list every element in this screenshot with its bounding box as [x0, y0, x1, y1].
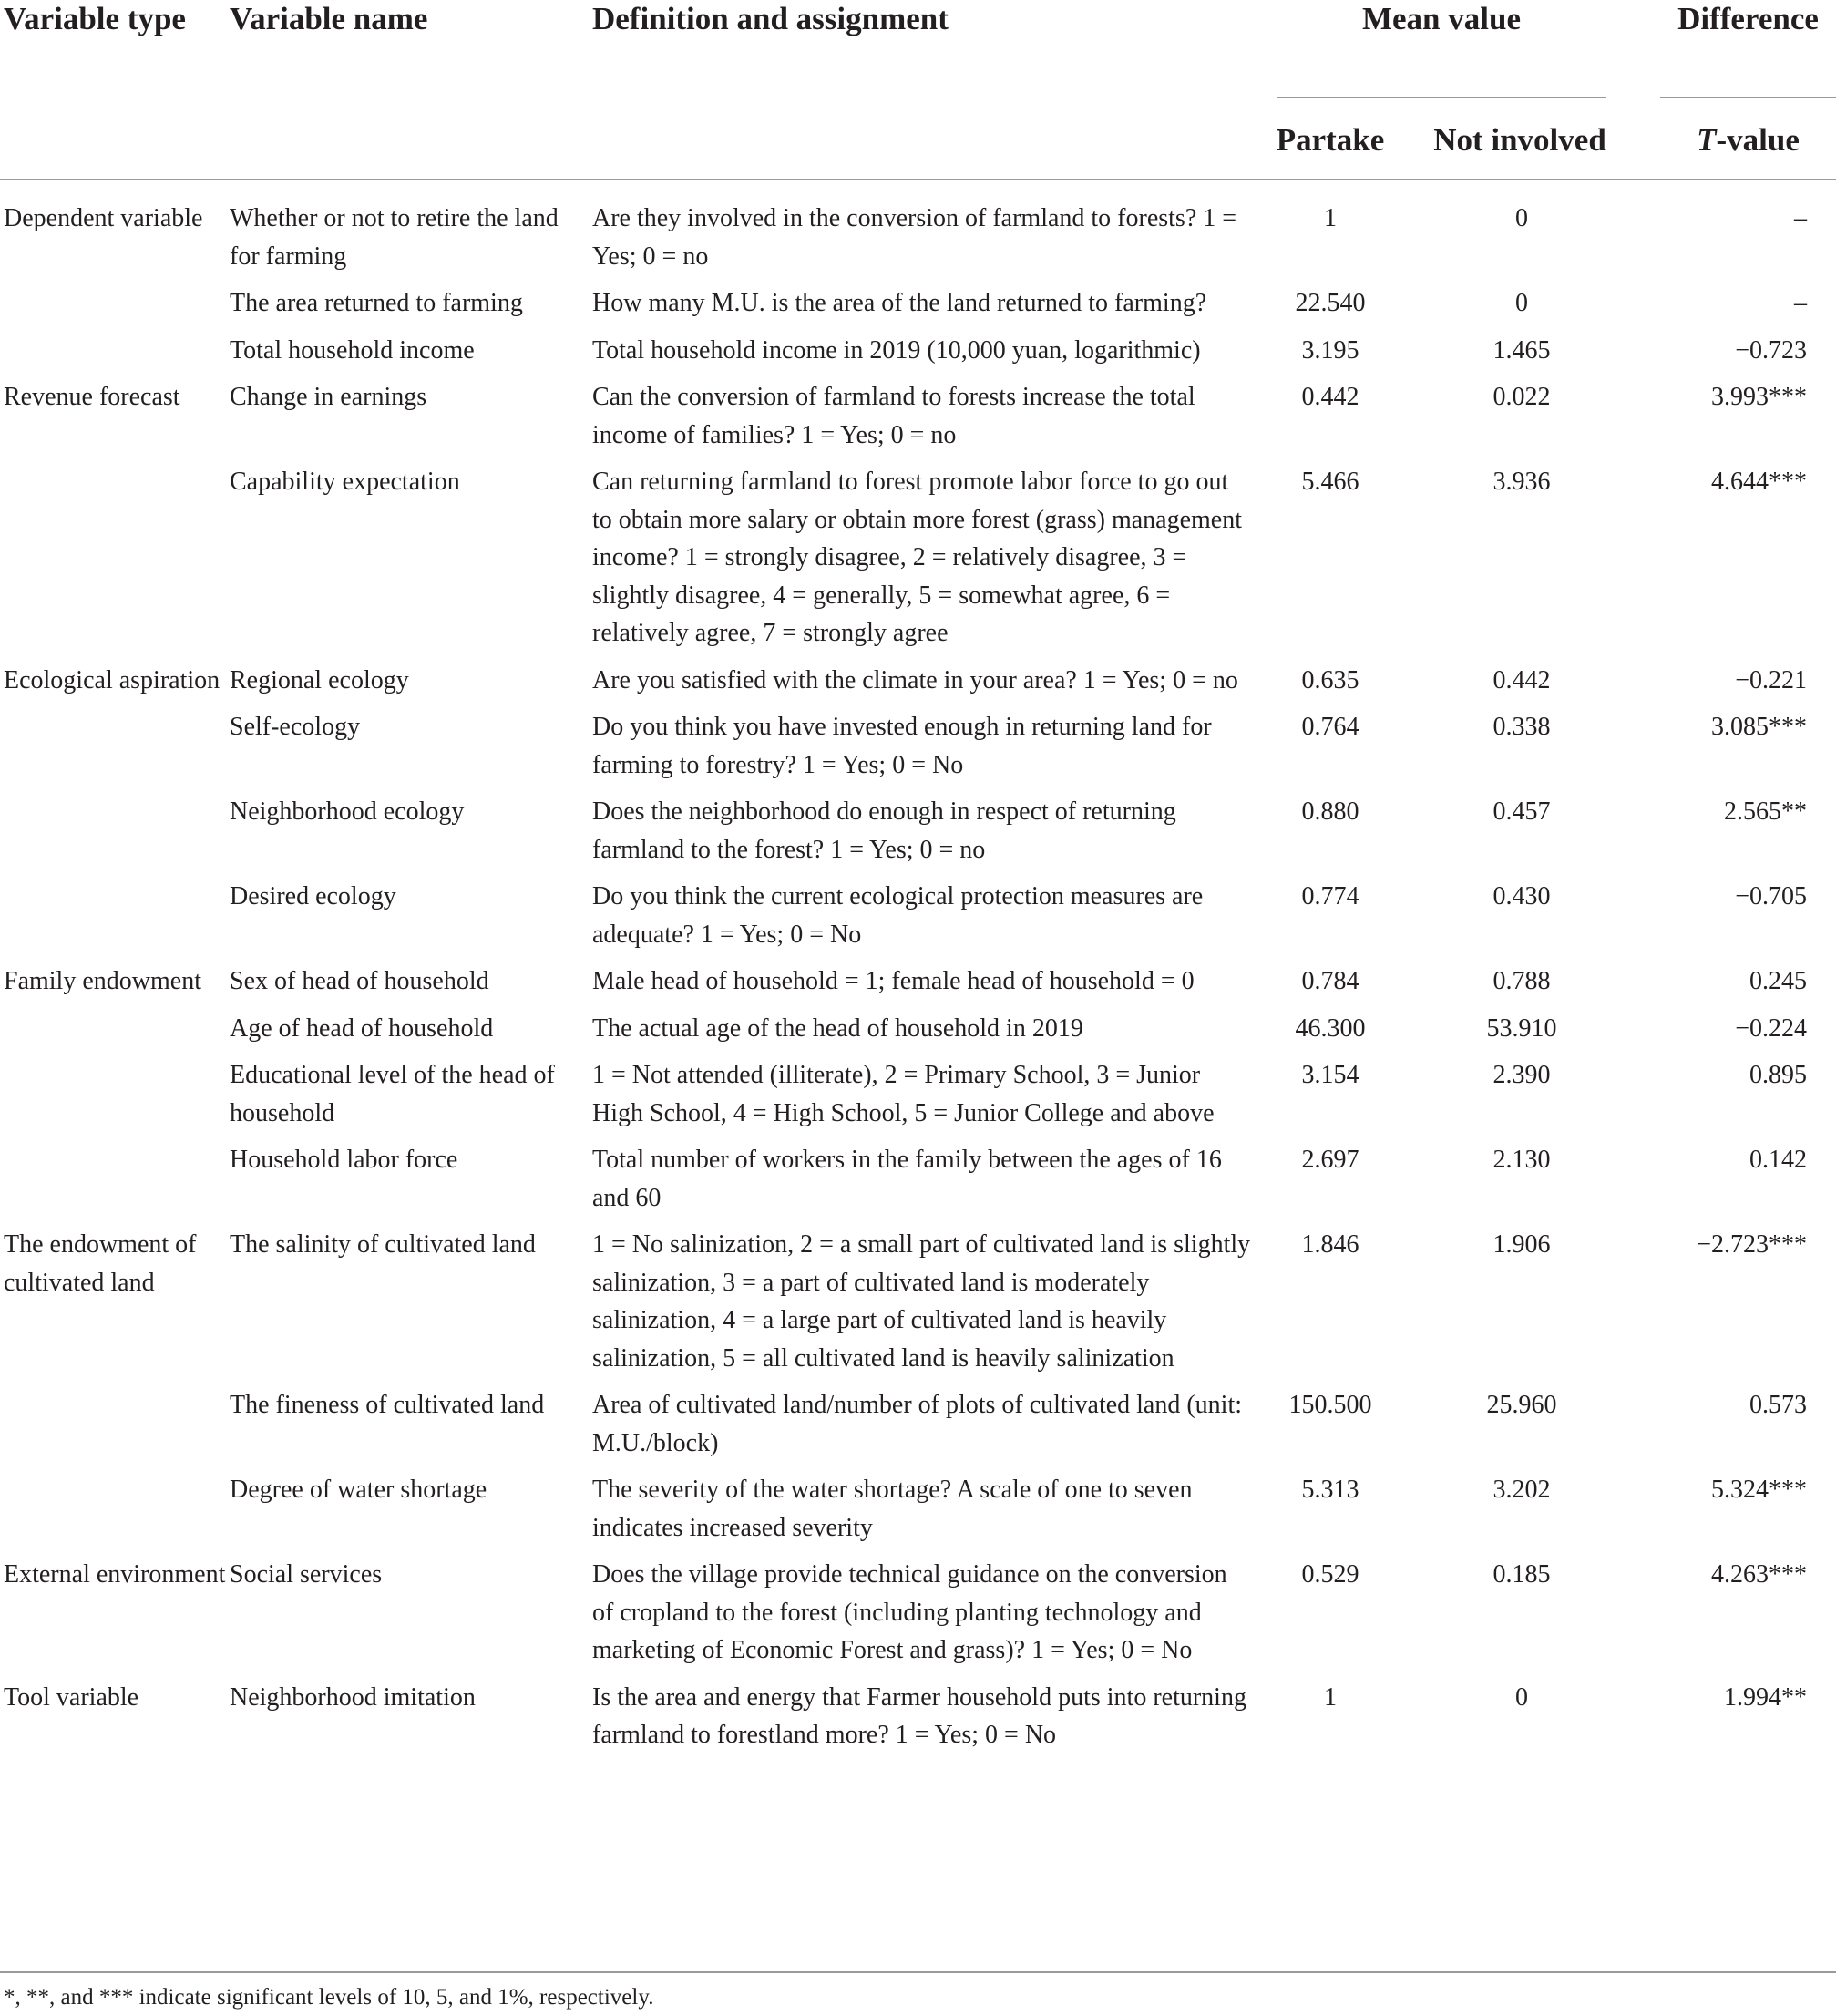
- cell-t-value: −0.705: [1735, 882, 1807, 910]
- cell-t-value: 2.565**: [1724, 797, 1807, 826]
- cell-variable-type: Dependent variable: [4, 204, 203, 232]
- cell-not-involved: 53.910: [1486, 1013, 1557, 1043]
- cell-not-involved: 1.465: [1492, 335, 1551, 365]
- cell-variable-type: [0, 793, 230, 878]
- cell-not-involved: 0: [1515, 289, 1528, 317]
- cell-t-value: –: [1794, 289, 1807, 317]
- cell-variable-type: [0, 878, 230, 962]
- cell-partake: 150.500: [1288, 1391, 1372, 1419]
- cell-variable-name: Educational level of the head of household: [230, 1061, 555, 1127]
- table-row: [0, 1386, 1836, 1471]
- cell-t-value: 0.245: [1749, 967, 1807, 995]
- cell-variable-type: Revenue forecast: [4, 383, 180, 411]
- header-t-value: [1660, 121, 1836, 159]
- cell-not-involved: 0.430: [1492, 882, 1551, 910]
- cell-partake: 1: [1324, 204, 1337, 232]
- cell-partake: 5.313: [1301, 1476, 1359, 1504]
- cell-variable-name: Social services: [230, 1560, 383, 1589]
- table-row: [0, 662, 1836, 709]
- cell-variable-name: Neighborhood ecology: [230, 797, 465, 826]
- cell-not-involved: 3.936: [1492, 468, 1551, 496]
- table-row: [0, 878, 1836, 962]
- table-row: [0, 1471, 1836, 1556]
- cell-not-involved: 1.906: [1492, 1230, 1551, 1259]
- cell-partake: 1.846: [1301, 1230, 1359, 1259]
- cell-t-value: 1.994**: [1724, 1682, 1807, 1712]
- cell-t-value: −2.723***: [1697, 1230, 1807, 1259]
- cell-not-involved: 25.960: [1486, 1391, 1557, 1419]
- cell-t-value: −0.723: [1735, 335, 1807, 365]
- table-row: [0, 463, 1836, 662]
- cell-definition: 1 = No salinization, 2 = a small part of cultivated land is slightly salinization, 3 = a part of cultivated land is moderately salinization, 4 = a large part of cultivated land is heavily salinization, 5 = all cultivated land is heavily salinization: [592, 1230, 1251, 1373]
- cell-variable-name: Sex of head of household: [230, 967, 489, 995]
- cell-partake: 0.442: [1301, 383, 1359, 411]
- t-suffix: -value: [1716, 122, 1800, 158]
- cell-t-value: −0.224: [1735, 1013, 1807, 1043]
- cell-definition: How many M.U. is the area of the land returned to farming?: [592, 289, 1207, 317]
- cell-partake: 0.784: [1301, 967, 1359, 995]
- cell-t-value: 0.895: [1749, 1061, 1807, 1089]
- cell-variable-type: [0, 284, 230, 332]
- cell-t-value: 4.644***: [1711, 468, 1807, 496]
- table-row: [0, 1556, 1836, 1679]
- cell-t-value: 3.085***: [1711, 713, 1807, 741]
- table-row: [0, 200, 1836, 284]
- cell-definition: Does the village provide technical guidance on the conversion of cropland to the forest (including planting technology and marketing of Economic Forest and grass)? 1 = Yes; 0 = No: [592, 1560, 1227, 1664]
- cell-variable-type: Tool variable: [4, 1682, 139, 1712]
- cell-t-value: 0.573: [1749, 1391, 1807, 1419]
- t-italic: T: [1697, 122, 1717, 158]
- cell-definition: The severity of the water shortage? A scale of one to seven indicates increased severity: [592, 1476, 1193, 1542]
- cell-t-value: 5.324***: [1711, 1476, 1807, 1504]
- cell-variable-name: The area returned to farming: [230, 289, 523, 317]
- mean-value-rule: [1277, 97, 1606, 98]
- cell-variable-type: [0, 1010, 230, 1057]
- header-difference: Difference: [1677, 1, 1819, 36]
- cell-variable-name: Neighborhood imitation: [230, 1682, 476, 1712]
- cell-variable-type: Ecological aspiration: [4, 665, 221, 694]
- cell-definition: Total household income in 2019 (10,000 yuan, logarithmic): [592, 335, 1201, 365]
- cell-variable-type: Family endowment: [4, 967, 201, 995]
- table-bottom-rule: [0, 1971, 1836, 1973]
- cell-variable-name: Capability expectation: [230, 468, 460, 496]
- cell-definition: Does the neighborhood do enough in respect of returning farmland to the forest? 1 = Yes; 0 = no: [592, 797, 1176, 864]
- cell-variable-type: [0, 1056, 230, 1141]
- cell-t-value: –: [1794, 204, 1807, 232]
- cell-variable-name: Desired ecology: [230, 882, 396, 910]
- header-not-involved: Not involved: [1433, 122, 1606, 158]
- cell-variable-name: The fineness of cultivated land: [230, 1391, 545, 1419]
- cell-not-involved: 0: [1515, 1682, 1528, 1712]
- header-partake: Partake: [1276, 122, 1385, 158]
- cell-t-value: 4.263***: [1711, 1560, 1807, 1589]
- table-row: [0, 962, 1836, 1010]
- cell-partake: 3.195: [1301, 335, 1359, 365]
- cell-definition: Is the area and energy that Farmer household puts into returning farmland to forestland more? 1 = Yes; 0 = No: [592, 1682, 1246, 1749]
- cell-variable-name: Degree of water shortage: [230, 1476, 487, 1504]
- cell-partake: 3.154: [1301, 1061, 1359, 1089]
- cell-definition: Can the conversion of farmland to forests increase the total income of families? 1 = Yes; 0 = no: [592, 383, 1195, 449]
- cell-not-involved: 0.457: [1492, 797, 1551, 826]
- cell-variable-name: Whether or not to retire the land for farming: [230, 204, 559, 271]
- cell-t-value: −0.221: [1735, 665, 1807, 694]
- header-variable-name: Variable name: [230, 1, 428, 36]
- cell-partake: 0.635: [1301, 665, 1359, 694]
- header-definition: Definition and assignment: [592, 1, 949, 36]
- table-row: [0, 1679, 1836, 1764]
- table-row: [0, 1010, 1836, 1057]
- cell-t-value: 0.142: [1749, 1146, 1807, 1174]
- table-row: [0, 332, 1836, 379]
- table-row: [0, 1141, 1836, 1226]
- cell-variable-name: Self-ecology: [230, 713, 361, 741]
- cell-variable-name: Total household income: [230, 335, 475, 365]
- footnote: *, **, and *** indicate significant levels of 10, 5, and 1%, respectively.: [4, 1985, 654, 2010]
- cell-variable-type: [0, 708, 230, 793]
- table-body: [0, 200, 1836, 1764]
- cell-variable-type: [0, 332, 230, 379]
- cell-not-involved: 2.390: [1492, 1061, 1551, 1089]
- cell-not-involved: 3.202: [1492, 1476, 1551, 1504]
- cell-partake: 0.774: [1301, 882, 1359, 910]
- cell-partake: 0.764: [1301, 713, 1359, 741]
- cell-variable-type: The endowment of cultivated land: [4, 1230, 197, 1297]
- cell-variable-name: Age of head of household: [230, 1013, 494, 1043]
- table-row: [0, 1226, 1836, 1386]
- cell-definition: The actual age of the head of household in 2019: [592, 1013, 1083, 1043]
- cell-definition: Can returning farmland to forest promote labor force to go out to obtain more salary or obtain more forest (grass) management income? 1 = strongly disagree, 2 = relatively disagree, 3 = slightly disagree, 4 = generally, 5 = somewhat agree, 6 = relatively agree, 7 = strongly agree: [592, 468, 1242, 647]
- cell-not-involved: 0.442: [1492, 665, 1551, 694]
- cell-variable-name: Change in earnings: [230, 383, 427, 411]
- cell-variable-type: External environment: [4, 1560, 226, 1589]
- cell-not-involved: 2.130: [1492, 1146, 1551, 1174]
- cell-partake: 1: [1324, 1682, 1337, 1712]
- cell-partake: 0.529: [1301, 1560, 1359, 1589]
- cell-definition: Are they involved in the conversion of farmland to forests? 1 = Yes; 0 = no: [592, 204, 1237, 271]
- cell-partake: 46.300: [1295, 1013, 1366, 1043]
- header-mean-value: Mean value: [1361, 1, 1521, 36]
- data-table: [0, 200, 1836, 1764]
- table-row: [0, 1056, 1836, 1141]
- difference-rule: [1660, 97, 1836, 98]
- cell-definition: 1 = Not attended (illiterate), 2 = Primary School, 3 = Junior High School, 4 = High School, 5 = Junior College and above: [592, 1061, 1215, 1127]
- cell-partake: 22.540: [1295, 289, 1366, 317]
- cell-partake: 2.697: [1301, 1146, 1359, 1174]
- cell-not-involved: 0.788: [1492, 967, 1551, 995]
- header-bottom-rule: [0, 179, 1836, 180]
- cell-partake: 5.466: [1301, 468, 1359, 496]
- cell-definition: Do you think you have invested enough in returning land for farming to forestry? 1 = Yes; 0 = No: [592, 713, 1212, 779]
- cell-variable-type: [0, 463, 230, 662]
- table-row: [0, 708, 1836, 793]
- cell-not-involved: 0.338: [1492, 713, 1551, 741]
- cell-variable-name: The salinity of cultivated land: [230, 1230, 536, 1259]
- cell-not-involved: 0.022: [1492, 383, 1551, 411]
- cell-not-involved: 0: [1515, 204, 1528, 232]
- cell-definition: Total number of workers in the family between the ages of 16 and 60: [592, 1146, 1222, 1212]
- cell-definition: Male head of household = 1; female head of household = 0: [592, 967, 1195, 995]
- cell-variable-type: [0, 1386, 230, 1471]
- cell-not-involved: 0.185: [1492, 1560, 1551, 1589]
- cell-definition: Are you satisfied with the climate in your area? 1 = Yes; 0 = no: [592, 665, 1238, 694]
- cell-variable-type: [0, 1141, 230, 1226]
- table-row: [0, 378, 1836, 463]
- cell-definition: Do you think the current ecological protection measures are adequate? 1 = Yes; 0 = No: [592, 882, 1204, 949]
- cell-definition: Area of cultivated land/number of plots of cultivated land (unit: M.U./block): [592, 1391, 1243, 1457]
- cell-partake: 0.880: [1301, 797, 1359, 826]
- header-variable-type: Variable type: [4, 1, 186, 36]
- cell-variable-name: Household labor force: [230, 1146, 458, 1174]
- cell-variable-type: [0, 1471, 230, 1556]
- cell-variable-name: Regional ecology: [230, 665, 409, 694]
- table-row: [0, 793, 1836, 878]
- cell-t-value: 3.993***: [1711, 383, 1807, 411]
- table-row: [0, 284, 1836, 332]
